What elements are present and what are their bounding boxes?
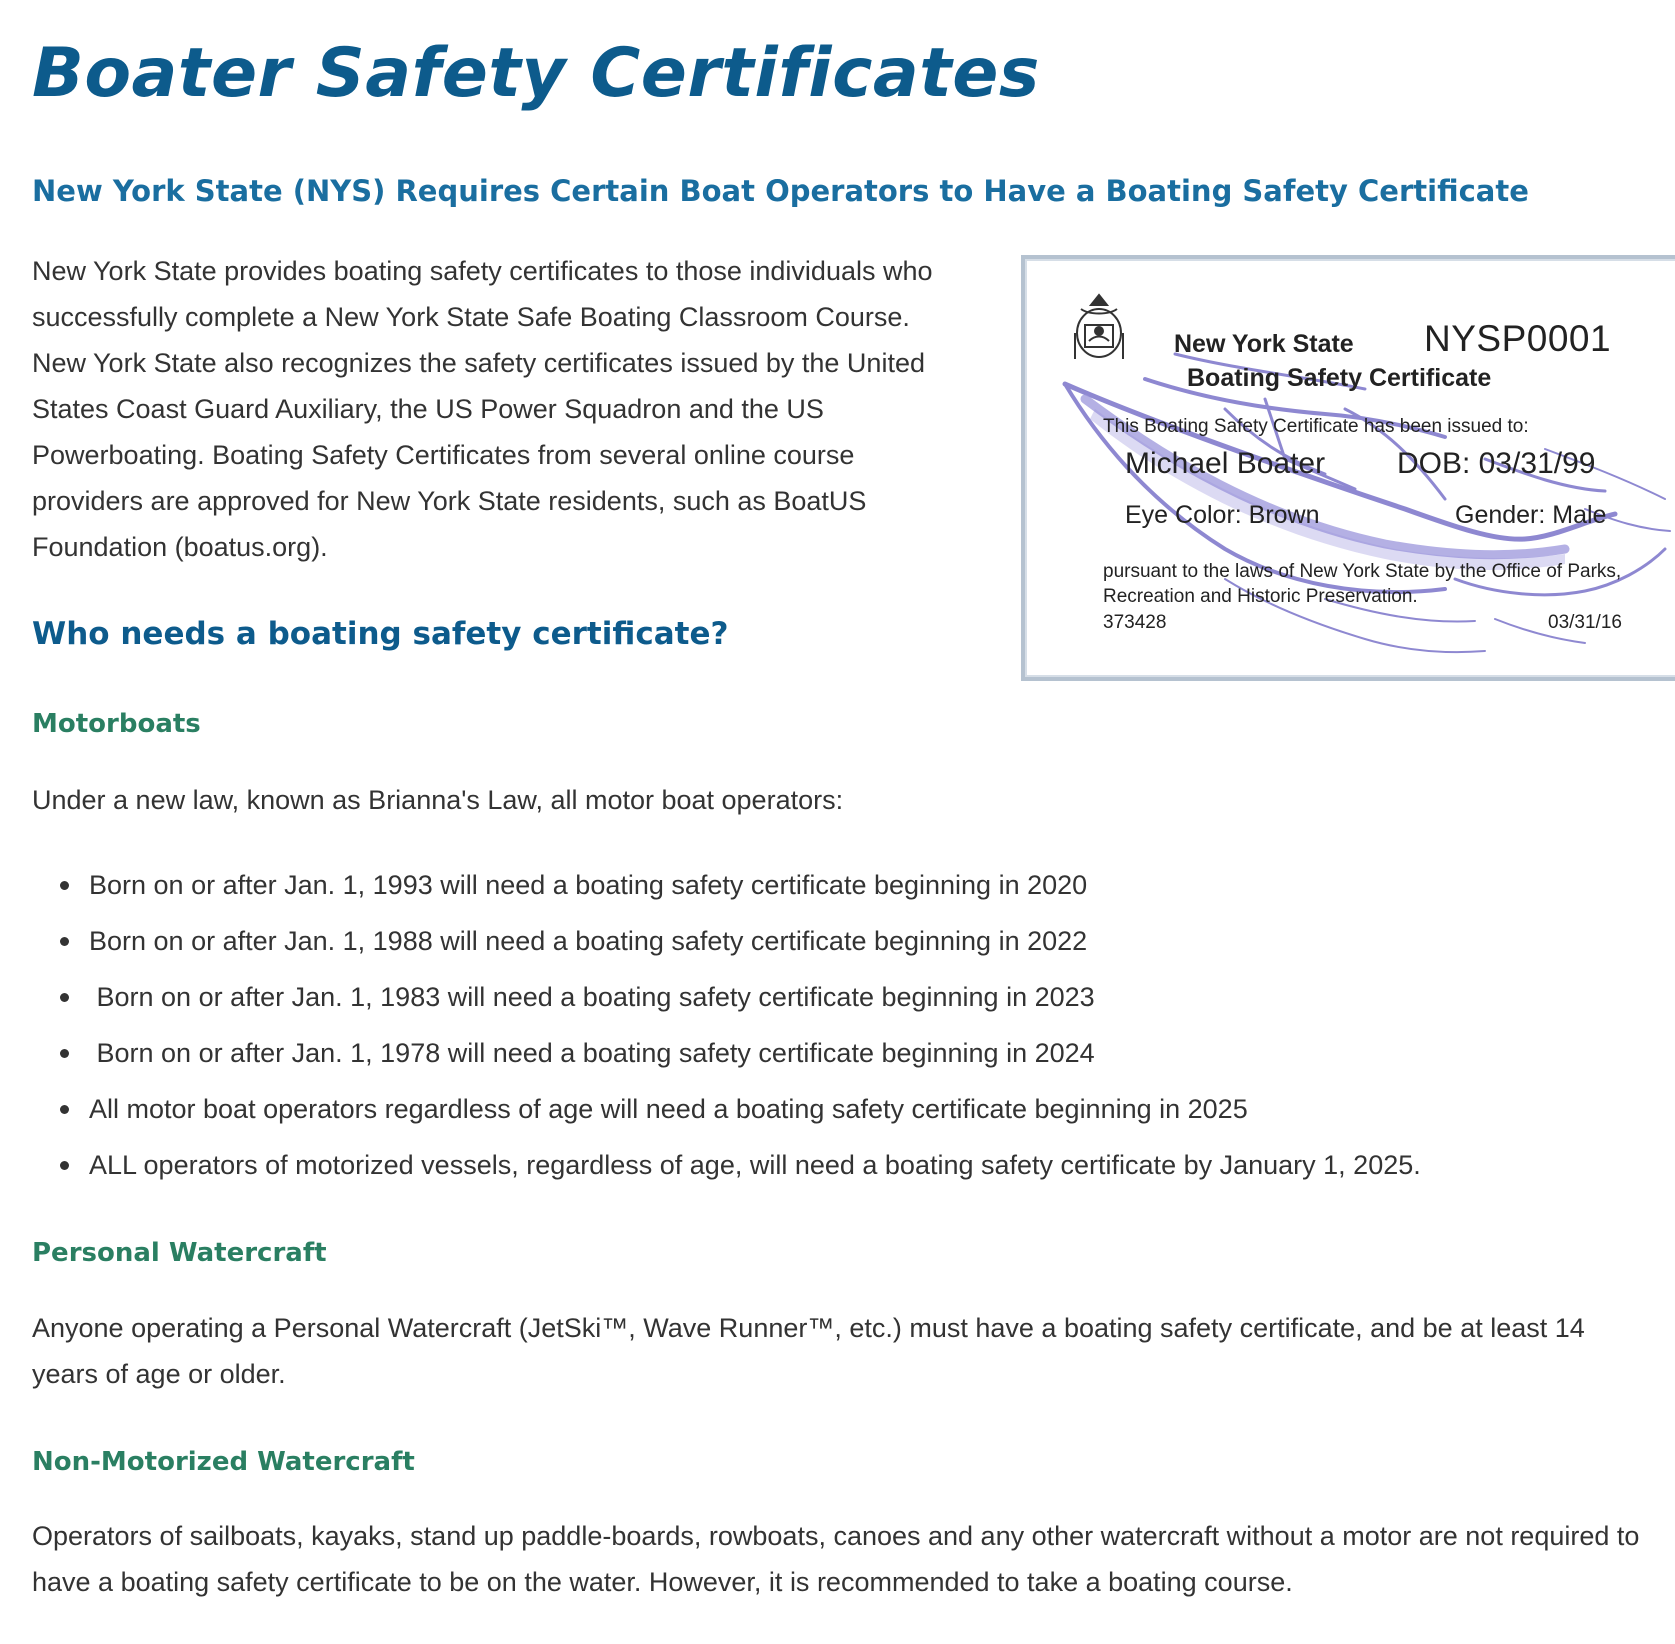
bullet-icon — [60, 1105, 69, 1114]
bullet-icon — [60, 1161, 69, 1170]
certificate-state: New York State — [1174, 330, 1354, 358]
motorboats-list — [32, 862, 1632, 1198]
list-item: Born on or after Jan. 1, 1983 will need a boating safety certificate beginning in 2023 — [32, 974, 1632, 1030]
pwc-heading: Personal Watercraft — [32, 1238, 327, 1268]
non-motorized-heading: Non-Motorized Watercraft — [32, 1447, 415, 1477]
bullet-icon — [60, 881, 69, 890]
bullet-icon — [60, 1049, 69, 1058]
certificate-gender: Gender: Male — [1455, 501, 1607, 529]
list-item: ALL operators of motorized vessels, regardless of age, will need a boating safety certificate by January 1, 2025. — [32, 1142, 1632, 1198]
page-title: Boater Safety Certificates — [32, 34, 1040, 113]
list-item: Born on or after Jan. 1, 1978 will need a boating safety certificate beginning in 2024 — [32, 1030, 1632, 1086]
motorboats-heading: Motorboats — [32, 709, 201, 739]
nys-seal-icon — [1061, 289, 1137, 365]
certificate-date: 03/31/16 — [1548, 612, 1622, 633]
certificate-dob: DOB: 03/31/99 — [1397, 447, 1596, 480]
certificate-eye-color: Eye Color: Brown — [1125, 501, 1320, 529]
certificate-law-text: pursuant to the laws of New York State by the Office of Parks, Recreation and Historic Preservation. — [1103, 561, 1622, 607]
intro-paragraph: New York State provides boating safety certificates to those individuals who successfully complete a New York State Safe Boating Classroom Course. New York State also recognizes the safety certificates issued by the United States Coast Guard Auxiliary, the US Power Squadron and the US Powerboating. Boating Safety Certificates from several online course providers are approved for New York State residents, such as BoatUS Foundation (boatus.org). — [32, 256, 933, 562]
who-needs-heading: Who needs a boating safety certificate? — [32, 616, 729, 652]
list-item: Born on or after Jan. 1, 1988 will need a boating safety certificate beginning in 2022 — [32, 918, 1632, 974]
non-motorized-paragraph: Operators of sailboats, kayaks, stand up paddle-boards, rowboats, canoes and any other watercraft without a motor are not required to have a boating safety certificate to be on the water. However, it is recommended to take a boating course. — [32, 1521, 1640, 1597]
list-item: All motor boat operators regardless of age will need a boating safety certificate beginning in 2025 — [32, 1086, 1632, 1142]
list-item: Born on or after Jan. 1, 1993 will need a boating safety certificate beginning in 2020 — [32, 862, 1632, 918]
certificate-holder-name: Michael Boater — [1125, 447, 1326, 480]
certificate-number: 373428 — [1103, 612, 1167, 633]
certificate-issued-to: This Boating Safety Certificate has been issued to: — [1103, 416, 1529, 437]
bullet-icon — [60, 937, 69, 946]
certificate-image — [1021, 255, 1675, 681]
motorboats-intro: Under a new law, known as Brianna's Law, all motor boat operators: — [32, 785, 844, 815]
page-subtitle: New York State (NYS) Requires Certain Boat Operators to Have a Boating Safety Certificate — [32, 174, 1529, 208]
certificate-id: NYSP0001 — [1424, 318, 1612, 359]
certificate-type: Boating Safety Certificate — [1187, 364, 1492, 392]
pwc-paragraph: Anyone operating a Personal Watercraft (JetSki™, Wave Runner™, etc.) must have a boating safety certificate, and be at least 14 years of age or older. — [32, 1313, 1585, 1389]
bullet-icon — [60, 993, 69, 1002]
